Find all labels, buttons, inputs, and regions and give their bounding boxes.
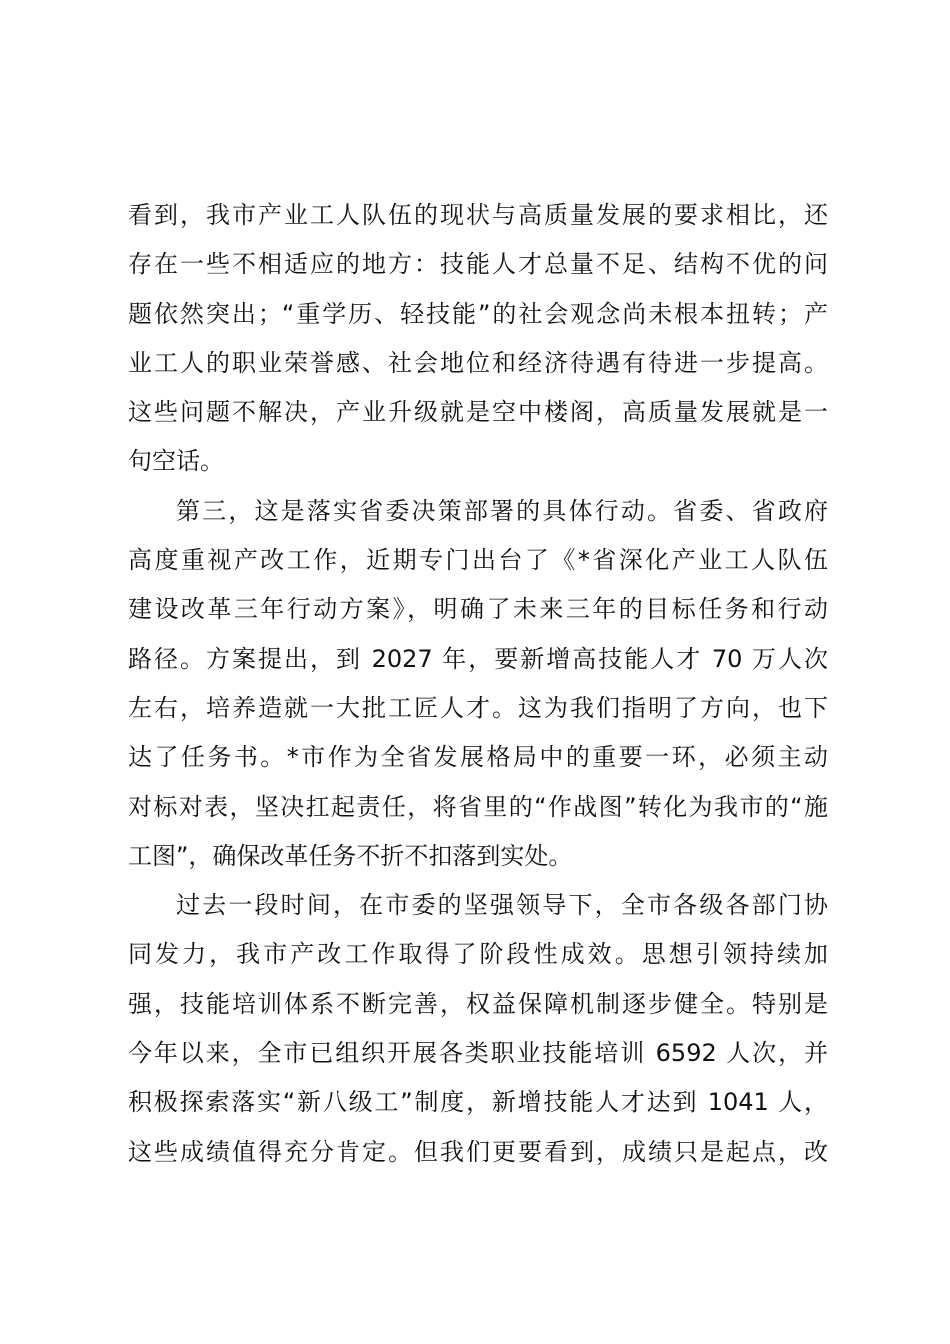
text-line: 这些问题不解决，产业升级就是空中楼阁，高质量发展就是一 [128,398,828,427]
text-line: 对标对表，坚决扛起责任，将省里的“作战图”转化为我市的“施 [128,792,828,821]
text-line: 工图”，确保改革任务不折不扣落到实处。 [128,841,573,870]
text-line: 路径。方案提出，到 2027 年，要新增高技能人才 70 万人次 [128,644,828,673]
text-line: 第三，这是落实省委决策部署的具体行动。省委、省政府 [176,496,828,525]
paragraph [128,191,828,487]
text-line: 业工人的职业荣誉感、社会地位和经济待遇有待进一步提高。 [128,348,828,377]
text-line: 这些成绩值得充分肯定。但我们更要看到，成绩只是起点，改 [128,1137,828,1166]
document-body [128,191,828,1177]
text-line: 强，技能培训体系不断完善，权益保障机制逐步健全。特别是 [128,989,828,1018]
text-line: 高度重视产改工作，近期专门出台了《*省深化产业工人队伍 [128,546,828,575]
paragraph [128,487,828,881]
text-line: 存在一些不相适应的地方：技能人才总量不足、结构不优的问 [128,250,828,279]
text-line: 题依然突出；“重学历、轻技能”的社会观念尚未根本扭转；产 [128,299,828,328]
text-line: 看到，我市产业工人队伍的现状与高质量发展的要求相比，还 [128,201,828,229]
text-line: 左右，培养造就一大批工匠人才。这为我们指明了方向，也下 [128,693,828,722]
text-line: 句空话。 [128,447,224,476]
text-line: 过去一段时间，在市委的坚强领导下，全市各级各部门协 [176,891,828,920]
paragraph [128,881,828,1177]
text-line: 建设改革三年行动方案》，明确了未来三年的目标任务和行动 [128,595,828,624]
text-line: 同发力，我市产改工作取得了阶段性成效。思想引领持续加 [128,940,828,969]
text-line: 达了任务书。*市作为全省发展格局中的重要一环，必须主动 [128,743,828,772]
text-line: 今年以来，全市已组织开展各类职业技能培训 6592 人次，并 [128,1039,828,1068]
text-line: 积极探索落实“新八级工”制度，新增技能人才达到 1041 人， [128,1088,828,1117]
